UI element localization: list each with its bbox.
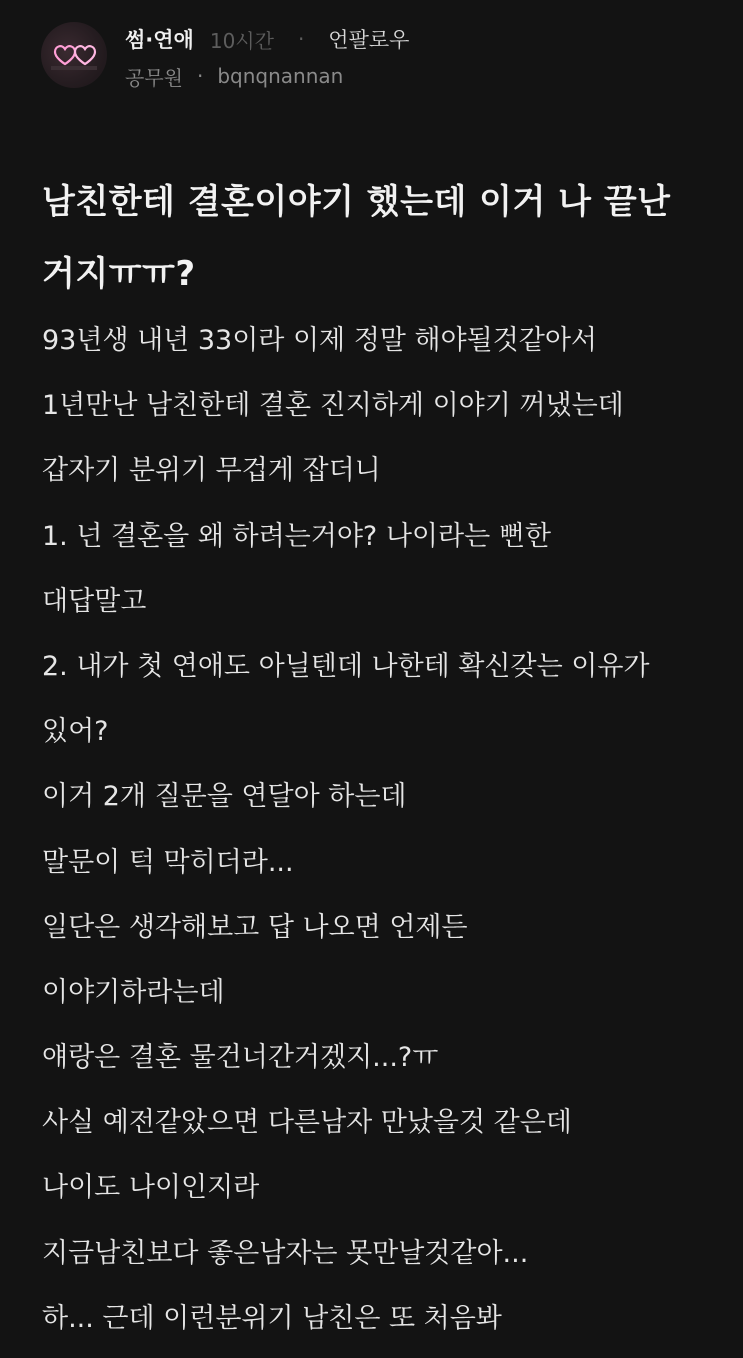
post-body-line: 93년생 내년 33이라 이제 정말 해야될것같아서 bbox=[42, 325, 598, 356]
avatar[interactable] bbox=[41, 22, 107, 88]
post-body-line: 얘랑은 결혼 물건너간거겠지...?ㅠ bbox=[42, 1042, 439, 1074]
post-body bbox=[42, 315, 722, 1358]
unfollow-button[interactable]: 언팔로우 bbox=[328, 28, 410, 52]
post-body-line: 일단은 생각해보고 답 나오면 언제든 bbox=[42, 911, 468, 943]
post-meta-primary bbox=[125, 24, 409, 54]
post-body-line: 말문이 턱 막히더라... bbox=[42, 846, 294, 878]
post-body-line: 이거 2개 질문을 연달아 하는데 bbox=[42, 781, 407, 813]
post-body-line: 하... 근데 이런분위기 남친은 또 처음봐 bbox=[42, 1302, 502, 1334]
author-name[interactable]: bqnqnannan bbox=[217, 64, 344, 88]
post-body-line: 나이도 나이인지라 bbox=[42, 1172, 260, 1204]
post-header bbox=[41, 20, 721, 90]
neon-hearts-icon bbox=[41, 22, 107, 88]
post-body-line: 갑자기 분위기 무겁게 잡더니 bbox=[42, 455, 381, 487]
post-body-line: 있어? bbox=[42, 716, 109, 748]
post-body-line: 1. 넌 결혼을 왜 하려는거야? 나이라는 뻔한 bbox=[42, 520, 551, 552]
post-body-line: 1년만난 남친한테 결혼 진지하게 이야기 꺼냈는데 bbox=[42, 390, 624, 422]
post-body-line: 사실 예전같았으면 다른남자 만났을것 같은데 bbox=[42, 1107, 572, 1139]
post-title: 남친한테 결혼이야기 했는데 이거 나 끝난거지ㅠㅠ? bbox=[42, 182, 671, 294]
post-body-line: 대답말고 bbox=[42, 585, 147, 617]
post-body-line: 지금남친보다 좋은남자는 못만날것같아... bbox=[42, 1237, 529, 1269]
meta-separator: · bbox=[297, 27, 305, 51]
board-name[interactable]: 썸·연애 bbox=[125, 28, 194, 52]
post-meta-author bbox=[125, 62, 343, 90]
post-body-line: 이야기하라는데 bbox=[42, 976, 225, 1008]
author-job: 공무원 bbox=[125, 65, 183, 90]
author-separator: · bbox=[196, 64, 204, 88]
post-time: 10시간 bbox=[209, 28, 274, 53]
post-body-line: 2. 내가 첫 연애도 아닐텐데 나한테 확신갖는 이유가 bbox=[42, 650, 650, 682]
